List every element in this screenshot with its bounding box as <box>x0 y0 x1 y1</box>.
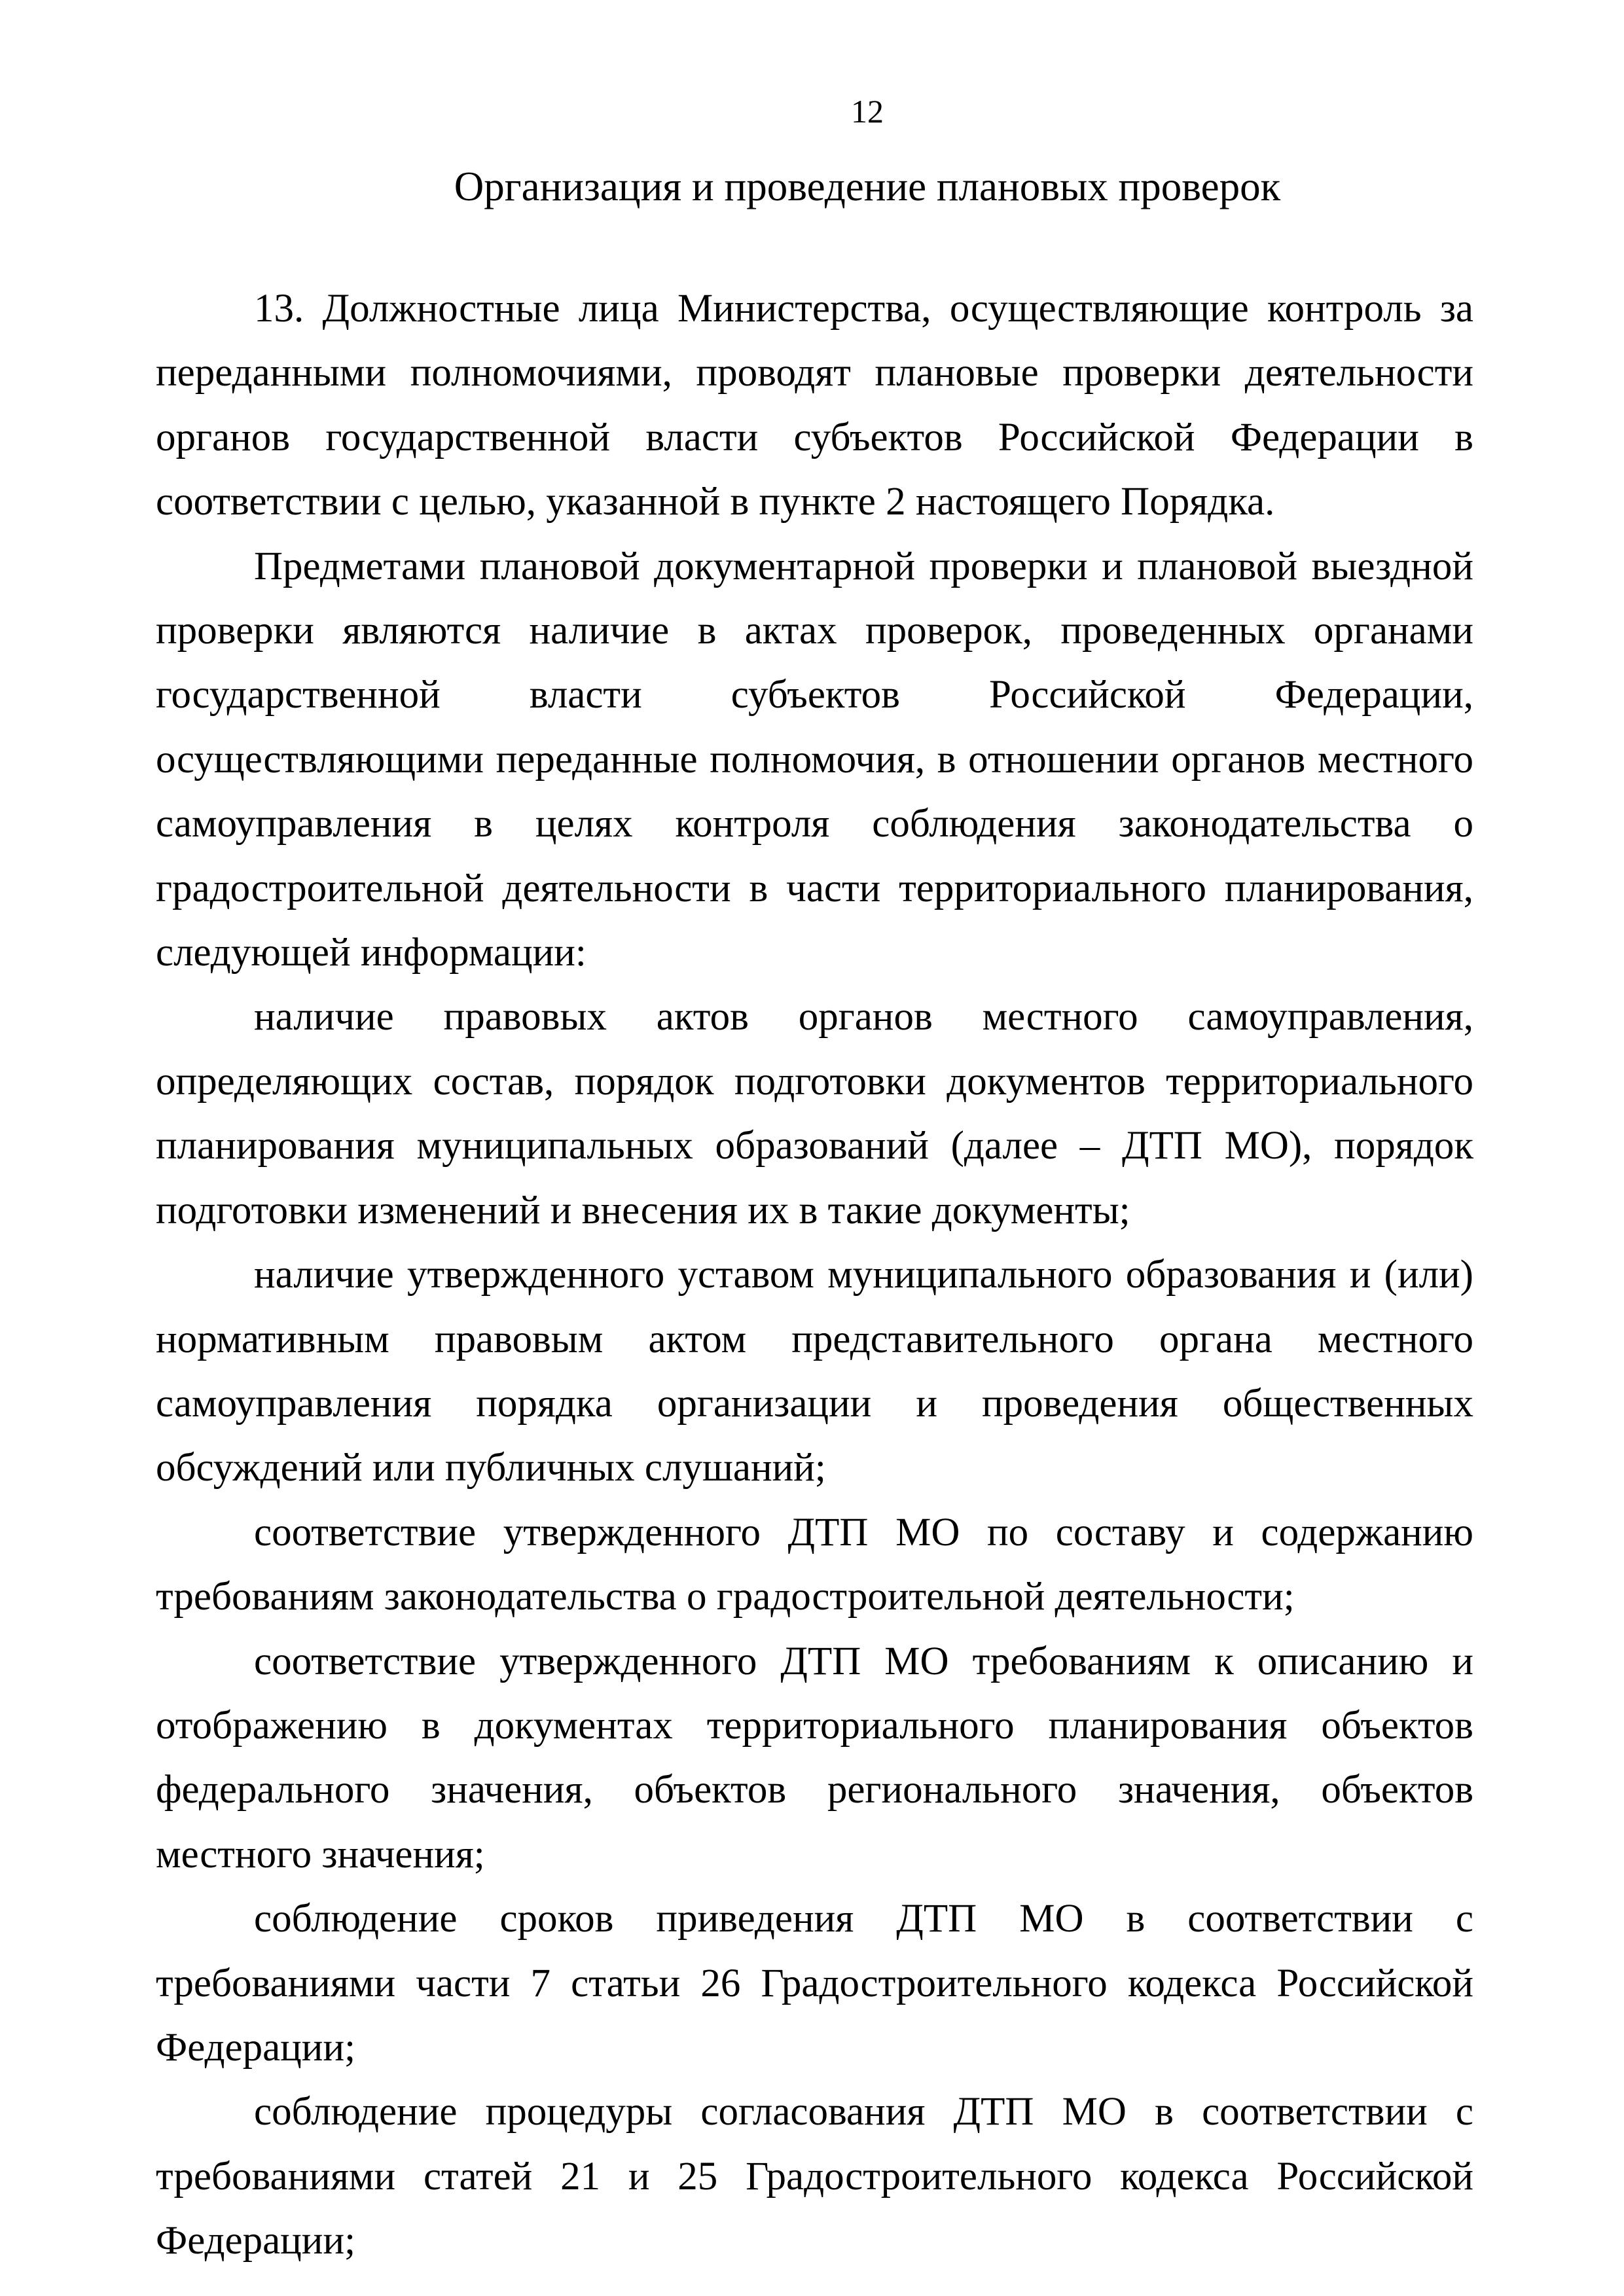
list-item: соответствие утвержденного ДТП МО требованиям к описанию и отображению в документах территориального планирования объектов федерального значения, объектов регионального значения, объектов местного значения; <box>156 1639 1473 1876</box>
section-title: Организация и проведение плановых проверок <box>454 164 1281 209</box>
document-body <box>156 277 1473 2274</box>
paragraph-13: 13. Должностные лица Министерства, осуществляющие контроль за переданными полномочиями, проводят плановые проверки деятельности органов государственной власти субъектов Российской Федерации в соответствии с целью, указанной в пункте 2 настоящего Порядка. <box>156 287 1473 524</box>
list-item: соблюдение процедуры согласования ДТП МО в соответствии с требованиями статей 21 и 25 Градостроительного кодекса Российской Федерации; <box>156 2090 1473 2263</box>
list-item: соблюдение сроков приведения ДТП МО в соответствии с требованиями части 7 статьи 26 Градостроительного кодекса Российской Федерации; <box>156 1897 1473 2070</box>
list-item: соответствие утвержденного ДТП МО по составу и содержанию требованиям законодательства о градостроительной деятельности; <box>156 1510 1473 1619</box>
list-item: наличие правовых актов органов местного самоуправления, определяющих состав, порядок подготовки документов территориального планирования муниципальных образований (далее – ДТП МО), порядок подготовки изменений и внесения их в такие документы; <box>156 995 1473 1232</box>
list-item: наличие утвержденного уставом муниципального образования и (или) нормативным правовым актом представительного органа местного самоуправления порядка организации и проведения общественных обсуждений или публичных слушаний; <box>156 1253 1473 1490</box>
paragraph-subjects: Предметами плановой документарной проверки и плановой выездной проверки являются наличие в актах проверок, проведенных органами государственной власти субъектов Российской Федерации, осуществляющими переданные полномочия, в отношении органов местного самоуправления в целях контроля соблюдения законодательства о градостроительной деятельности в части территориального планирования, следующей информации: <box>156 544 1473 975</box>
page-number: 12 <box>851 93 884 130</box>
